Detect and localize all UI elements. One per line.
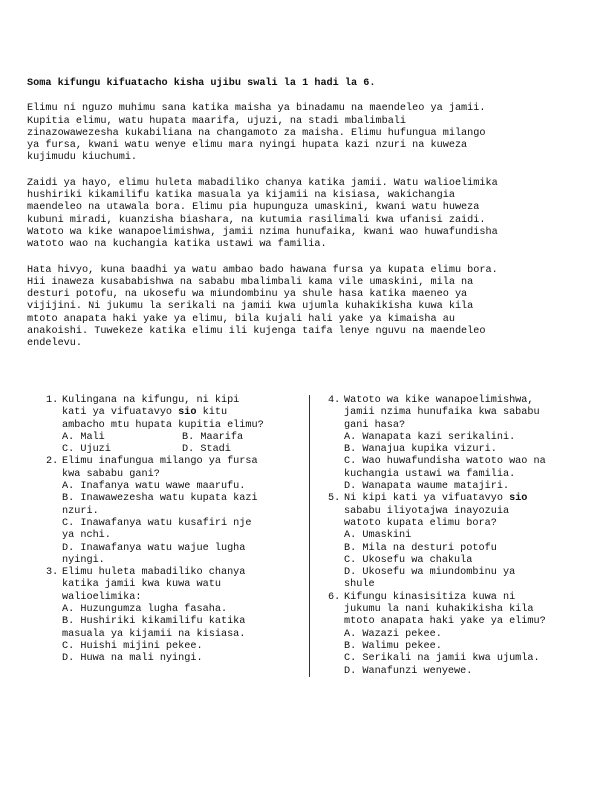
answer-option: D. Ukosefu wa miundombinu ya shule — [344, 567, 516, 591]
question-stem — [344, 395, 590, 432]
question-stem-emphasis: sio — [509, 493, 528, 505]
question-number: 4. — [328, 395, 341, 406]
answer-option: D. Inawafanya watu wajue lugha nyingi. — [62, 542, 246, 566]
answer-option: B. Inawawezesha watu kupata kazi nzuri. — [62, 493, 258, 517]
question-stem-text: kitu ambacho mtu hupata kupitia elimu? — [62, 407, 264, 431]
answer-option: D. Wanapata waume matajiri. — [344, 481, 510, 493]
question-4 — [328, 395, 590, 493]
question-2 — [46, 456, 302, 567]
column-divider — [309, 395, 310, 677]
answer-options — [328, 629, 590, 678]
question-stem — [344, 592, 590, 629]
question-3 — [46, 567, 302, 665]
answer-options — [46, 481, 302, 567]
question-number: 3. — [46, 567, 59, 579]
question-1 — [46, 395, 302, 456]
questions-right-column — [328, 395, 590, 678]
answer-option: A. Inafanya watu wawe maarufu. — [62, 481, 246, 493]
question-6 — [328, 592, 590, 678]
questions-left-column — [46, 395, 302, 666]
question-stem — [344, 493, 590, 530]
answer-option: D. Huwa na mali nyingi. — [62, 653, 203, 665]
answer-option: C. Serikali na jamii kwa ujumla. — [344, 653, 540, 665]
answer-options — [46, 432, 302, 457]
question-number: 6. — [328, 591, 341, 603]
answer-option: D. Stadi — [182, 444, 231, 456]
answer-option: B. Mila na desturi potofu — [344, 542, 497, 554]
answer-option: C. Ujuzi — [62, 444, 111, 456]
question-number: 2. — [46, 456, 59, 468]
instructions-title: Soma kifungu kifuatacho kisha ujibu swali la 1 hadi la 6. — [27, 78, 376, 89]
question-stem-text: sababu iliyotajwa inayozuia watoto kupata elimu bora? — [344, 505, 510, 529]
answer-option: C. Inawafanya watu kusafiri nje ya nchi. — [62, 517, 252, 542]
question-stem-text: Watoto wa kike wanapoelimishwa, jamii nzima hunufaika kwa sababu gani hasa? — [344, 395, 540, 431]
answer-option: A. Mali — [62, 431, 105, 443]
question-number: 1. — [46, 395, 59, 406]
question-stem — [62, 395, 302, 432]
answer-option: B. Walimu pekee. — [344, 640, 442, 652]
passage-paragraph-1: Elimu ni nguzo muhimu sana katika maisha ya binadamu na maendeleo ya jamii. Kupitia elimu, watu hupata maarifa, ujuzi, na stadi mbalimbali zinazowawezesha kukabiliana na changamoto za maisha. Elimu hufungua milango ya fursa, kwani watu wenye elimu mara nyingi hupata kazi nzuri na kuweza kujimudu kiuchumi. — [27, 103, 486, 164]
questions-section — [46, 395, 586, 677]
answer-option: A. Huzungumza lugha fasaha. — [62, 604, 228, 616]
question-stem-text: Elimu huleta mabadiliko chanya katika jamii kwa kuwa watu walioelimika: — [62, 567, 246, 603]
question-stem-text: Kifungu kinasisitiza kuwa ni jukumu la nani kuhakikisha kila mtoto anapata haki yake ya elimu? — [344, 591, 546, 628]
question-stem-text: Elimu inafungua milango ya fursa kwa sababu gani? — [62, 456, 258, 480]
question-number: 5. — [328, 493, 341, 505]
passage-paragraph-3: Hata hivyo, kuna baadhi ya watu ambao bado hawana fursa ya kupata elimu bora. Hii inaweza kusababishwa na sababu mbalimbali kama vile umaskini, mila na desturi potofu, na ukosefu wa miundombinu ya shule hasa katika maeneo ya vijijini. Ni jukumu la serikali na jamii kwa ujumla kuhakikisha kuwa kila mtoto anapata haki yake ya elimu, bila kujali hali yake ya kimaisha au anakoishi. Tuwekeze katika elimu ili kujenga taifa lenye nguvu na maendeleo endelevu. — [27, 264, 498, 350]
answer-option: B. Hushiriki kikamilifu katika masuala ya kijamii na kisiasa. — [62, 616, 246, 640]
question-5 — [328, 493, 590, 591]
passage-paragraph-2: Zaidi ya hayo, elimu huleta mabadiliko chanya katika jamii. Watu walioelimika hushiriki kikamilifu katika masuala ya kijamii na kisiasa, wakichangia maendeleo na utawala bora. Elimu pia hupunguza umaskini, kwani watu huweza kubuni miradi, kuanzisha biashara, na kutumia rasilimali kwa ufanisi zaidi. Watoto wa kike wanapoelimishwa, jamii nzima hunufaika, kwani wao huwafundisha watoto wao na kuchangia katika ustawi wa familia. — [27, 177, 498, 251]
answer-option: D. Wanafunzi wenyewe. — [344, 665, 473, 677]
question-stem-emphasis: sio — [178, 407, 197, 419]
answer-option: B. Wanajua kupika vizuri. — [344, 444, 497, 456]
answer-options — [46, 604, 302, 665]
answer-option: C. Ukosefu wa chakula — [344, 554, 473, 566]
answer-option: A. Wanapata kazi serikalini. — [344, 431, 516, 443]
answer-options — [328, 530, 590, 591]
answer-option: B. Maarifa — [182, 431, 244, 443]
answer-option: A. Wazazi pekee. — [344, 628, 442, 640]
question-stem — [62, 456, 302, 481]
question-stem — [62, 567, 302, 604]
reading-passage — [27, 78, 593, 364]
question-stem-text: Ni kipi kati ya vifuatavyo — [344, 493, 510, 505]
answer-option: C. Huishi mijini pekee. — [62, 640, 203, 652]
answer-option: A. Umaskini — [344, 530, 412, 542]
question-stem-text: Kulingana na kifungu, ni kipi kati ya vifuatavyo — [62, 395, 240, 419]
answer-options — [328, 432, 590, 493]
answer-option: C. Wao huwafundisha watoto wao na kuchangia ustawi wa familia. — [344, 456, 546, 480]
